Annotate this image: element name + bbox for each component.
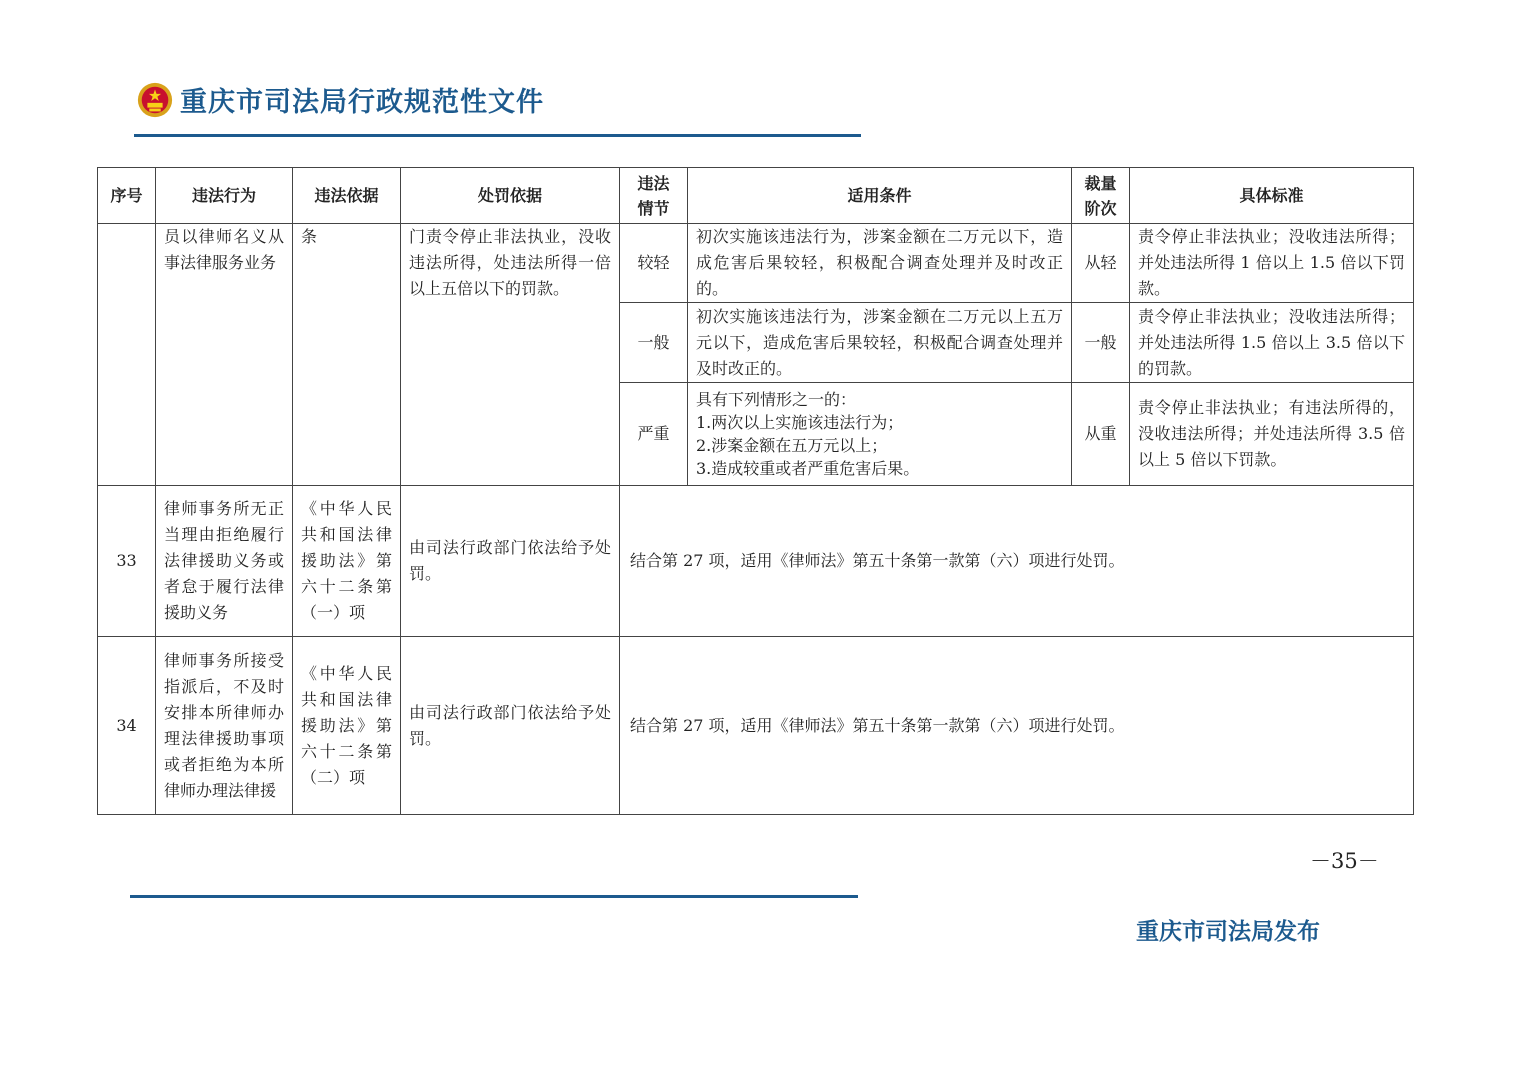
- header-cell-standard: 具体标准: [1130, 168, 1414, 224]
- table-row: [98, 486, 1414, 637]
- cell-standard: 责令停止非法执业；没收违法所得；并处违法所得 1 倍以上 1.5 倍以下罚款。: [1130, 224, 1414, 303]
- national-emblem-icon: [136, 81, 174, 119]
- cell-standard: 结合第 27 项，适用《律师法》第五十条第一款第（六）项进行处罚。: [620, 486, 1414, 637]
- cell-condition: 初次实施该违法行为，涉案金额在二万元以上五万元以下，造成危害后果较轻，积极配合调查处理并及时改正的。: [688, 303, 1072, 383]
- cell-basis: 《中华人民共和国法律援助法》第六十二条第（一）项: [293, 486, 401, 637]
- cell-severity: 较轻: [620, 224, 688, 303]
- cell-severity: 严重: [620, 383, 688, 486]
- cell-condition: 具有下列情形之一的： 1.两次以上实施该违法行为； 2.涉案金额在五万元以上； 3.造成较重或者严重危害后果。: [688, 383, 1072, 486]
- cell-violation: 员以律师名义从事法律服务业务: [156, 224, 293, 486]
- cell-violation: 律师事务所接受指派后，不及时安排本所律师办理法律援助事项或者拒绝为本所律师办理法律援: [156, 637, 293, 815]
- cell-level: 一般: [1072, 303, 1130, 383]
- table-row: [98, 637, 1414, 815]
- page-number: －35－: [1310, 849, 1379, 873]
- table-header-row: [98, 168, 1414, 224]
- header-cell-basis: 违法依据: [293, 168, 401, 224]
- header-cell-no: 序号: [98, 168, 156, 224]
- table-row: [98, 224, 1414, 303]
- cell-basis: 《中华人民共和国法律援助法》第六十二条第（二）项: [293, 637, 401, 815]
- document-header-title: 重庆市司法局行政规范性文件: [180, 87, 544, 118]
- cell-no: 33: [98, 486, 156, 637]
- cell-penalty: 由司法行政部门依法给予处罚。: [401, 486, 620, 637]
- cell-no: 34: [98, 637, 156, 815]
- cell-violation: 律师事务所无正当理由拒绝履行法律援助义务或者怠于履行法律援助义务: [156, 486, 293, 637]
- cell-basis: 条: [293, 224, 401, 486]
- penalty-table: [97, 167, 1414, 815]
- cell-severity: 一般: [620, 303, 688, 383]
- cell-penalty: 由司法行政部门依法给予处罚。: [401, 637, 620, 815]
- cell-no: [98, 224, 156, 486]
- cell-standard: 结合第 27 项，适用《律师法》第五十条第一款第（六）项进行处罚。: [620, 637, 1414, 815]
- cell-level: 从重: [1072, 383, 1130, 486]
- document-header: [136, 80, 544, 119]
- header-divider: [134, 134, 861, 137]
- cell-standard: 责令停止非法执业；没收违法所得；并处违法所得 1.5 倍以上 3.5 倍以下的罚款。: [1130, 303, 1414, 383]
- header-cell-penalty: 处罚依据: [401, 168, 620, 224]
- footer-divider: [130, 895, 858, 898]
- cell-standard: 责令停止非法执业；有违法所得的，没收违法所得；并处违法所得 3.5 倍以上 5 倍以下罚款。: [1130, 383, 1414, 486]
- cell-penalty: 门责令停止非法执业，没收违法所得，处违法所得一倍以上五倍以下的罚款。: [401, 224, 620, 486]
- header-cell-violation: 违法行为: [156, 168, 293, 224]
- cell-level: 从轻: [1072, 224, 1130, 303]
- header-cell-condition: 适用条件: [688, 168, 1072, 224]
- header-cell-level: 裁量 阶次: [1072, 168, 1130, 224]
- header-cell-severity: 违法 情节: [620, 168, 688, 224]
- cell-condition: 初次实施该违法行为，涉案金额在二万元以下，造成危害后果较轻，积极配合调查处理并及时改正的。: [688, 224, 1072, 303]
- publisher-label: 重庆市司法局发布: [1136, 919, 1320, 945]
